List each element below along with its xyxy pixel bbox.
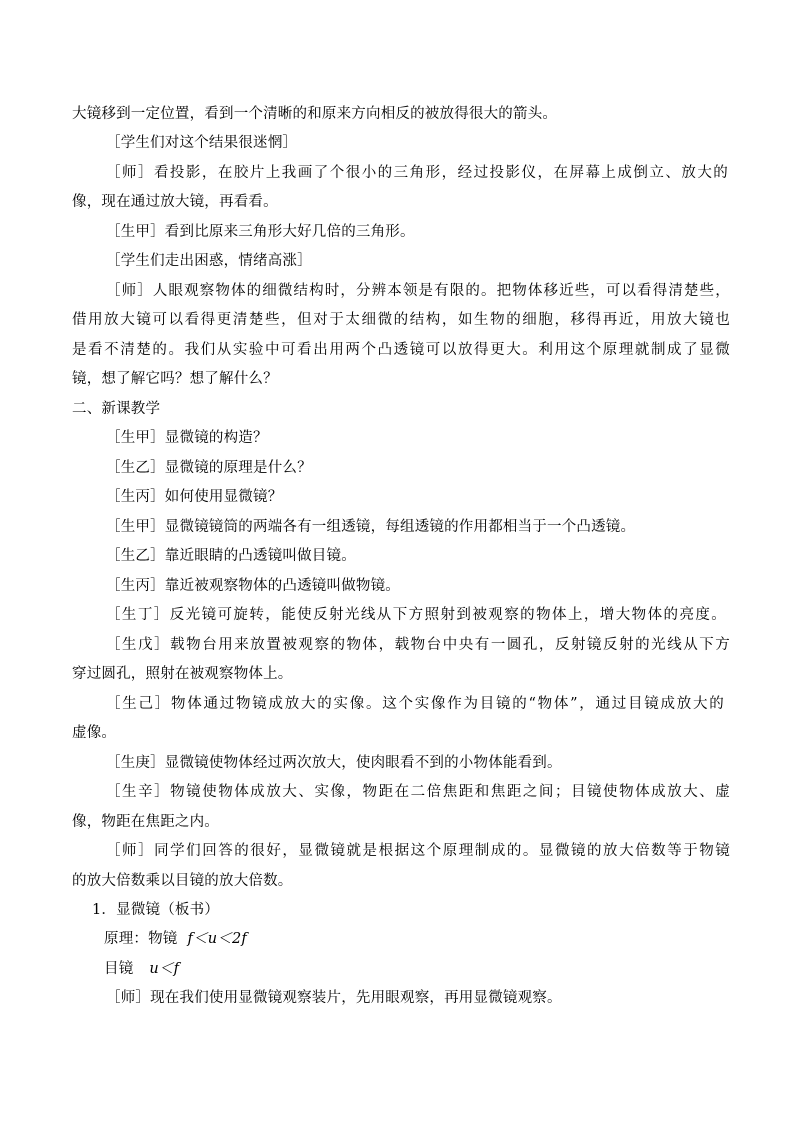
text-line: 大镜移到一定位置，看到一个清晰的和原来方向相反的被放得很大的箭头。 bbox=[72, 106, 558, 122]
formula-label: 原理：物镜 bbox=[104, 931, 178, 947]
text-line: ［生甲］显微镜的构造？ bbox=[106, 430, 268, 446]
text-line: ［生乙］显微镜的原理是什么？ bbox=[106, 460, 312, 476]
text-line: ［生辛］物镜使物体成放大、实像，物距在二倍焦距和焦距之间；目镜使物体成放大、虚 bbox=[106, 784, 730, 800]
text-line: 虚像。 bbox=[72, 725, 117, 741]
text-line: 的放大倍数乘以目镜的放大倍数。 bbox=[72, 873, 293, 889]
section-heading: 二、新课教学 bbox=[72, 401, 161, 417]
text-line: ［生丙］靠近被观察物体的凸透镜叫做物镜。 bbox=[106, 578, 400, 594]
formula-line bbox=[104, 961, 764, 977]
text-line: ［师］人眼观察物体的细微结构时，分辨本领是有限的。把物体移近些，可以看得清楚些， bbox=[106, 283, 730, 299]
eyepiece-formula: u＜f bbox=[149, 961, 180, 977]
text-line: ［生庚］显微镜使物体经过两次放大，使肉眼看不到的小物体能看到。 bbox=[106, 755, 562, 771]
text-line: 是看不清楚的。我们从实验中可看出用两个凸透镜可以放得更大。利用这个原理就制成了显微 bbox=[72, 342, 730, 358]
text-line: ［生戊］载物台用来放置被观察的物体，载物台中央有一圆孔，反射镜反射的光线从下方 bbox=[106, 637, 730, 653]
text-line: ［生甲］看到比原来三角形大好几倍的三角形。 bbox=[106, 224, 415, 240]
text-line: ［生己］物体通过物镜成放大的实像。这个实像作为目镜的“物体”，通过目镜成放大的 bbox=[106, 696, 724, 712]
text-line: 像，物距在焦距之内。 bbox=[72, 814, 219, 830]
text-line: 借用放大镜可以看得更清楚些，但对于太细微的结构，如生物的细胞，移得再近，用放大镜也 bbox=[72, 312, 730, 328]
text-line: ［生甲］显微镜镜筒的两端各有一组透镜，每组透镜的作用都相当于一个凸透镜。 bbox=[106, 519, 636, 535]
text-line: ［学生们走出困惑，情绪高涨］ bbox=[106, 253, 312, 269]
subheading: 1．显微镜（板书） bbox=[92, 902, 220, 918]
text-line: ［生丙］如何使用显微镜？ bbox=[106, 489, 283, 505]
text-line: ［生乙］靠近眼睛的凸透镜叫做目镜。 bbox=[106, 548, 356, 564]
text-line: 像，现在通过放大镜，再看看。 bbox=[72, 194, 278, 210]
text-line: 穿过圆孔，照射在被观察物体上。 bbox=[72, 666, 293, 682]
text-line: 镜，想了解它吗？想了解什么？ bbox=[72, 371, 278, 387]
formula-label: 目镜 bbox=[104, 961, 134, 977]
text-line: ［师］看投影，在胶片上我画了个很小的三角形，经过投影仪，在屏幕上成倒立、放大的 bbox=[106, 165, 728, 181]
text-line: ［师］现在我们使用显微镜观察装片，先用眼观察，再用显微镜观察。 bbox=[106, 990, 562, 1006]
text-line: ［师］同学们回答的很好，显微镜就是根据这个原理制成的。显微镜的放大倍数等于物镜 bbox=[106, 843, 730, 859]
text-line: ［生丁］反光镜可旋转，能使反射光线从下方照射到被观察的物体上，增大物体的亮度。 bbox=[106, 607, 726, 623]
formula-line bbox=[104, 931, 764, 947]
objective-formula: f＜u＜2f bbox=[187, 931, 247, 947]
text-line: ［学生们对这个结果很迷惘］ bbox=[106, 135, 298, 151]
